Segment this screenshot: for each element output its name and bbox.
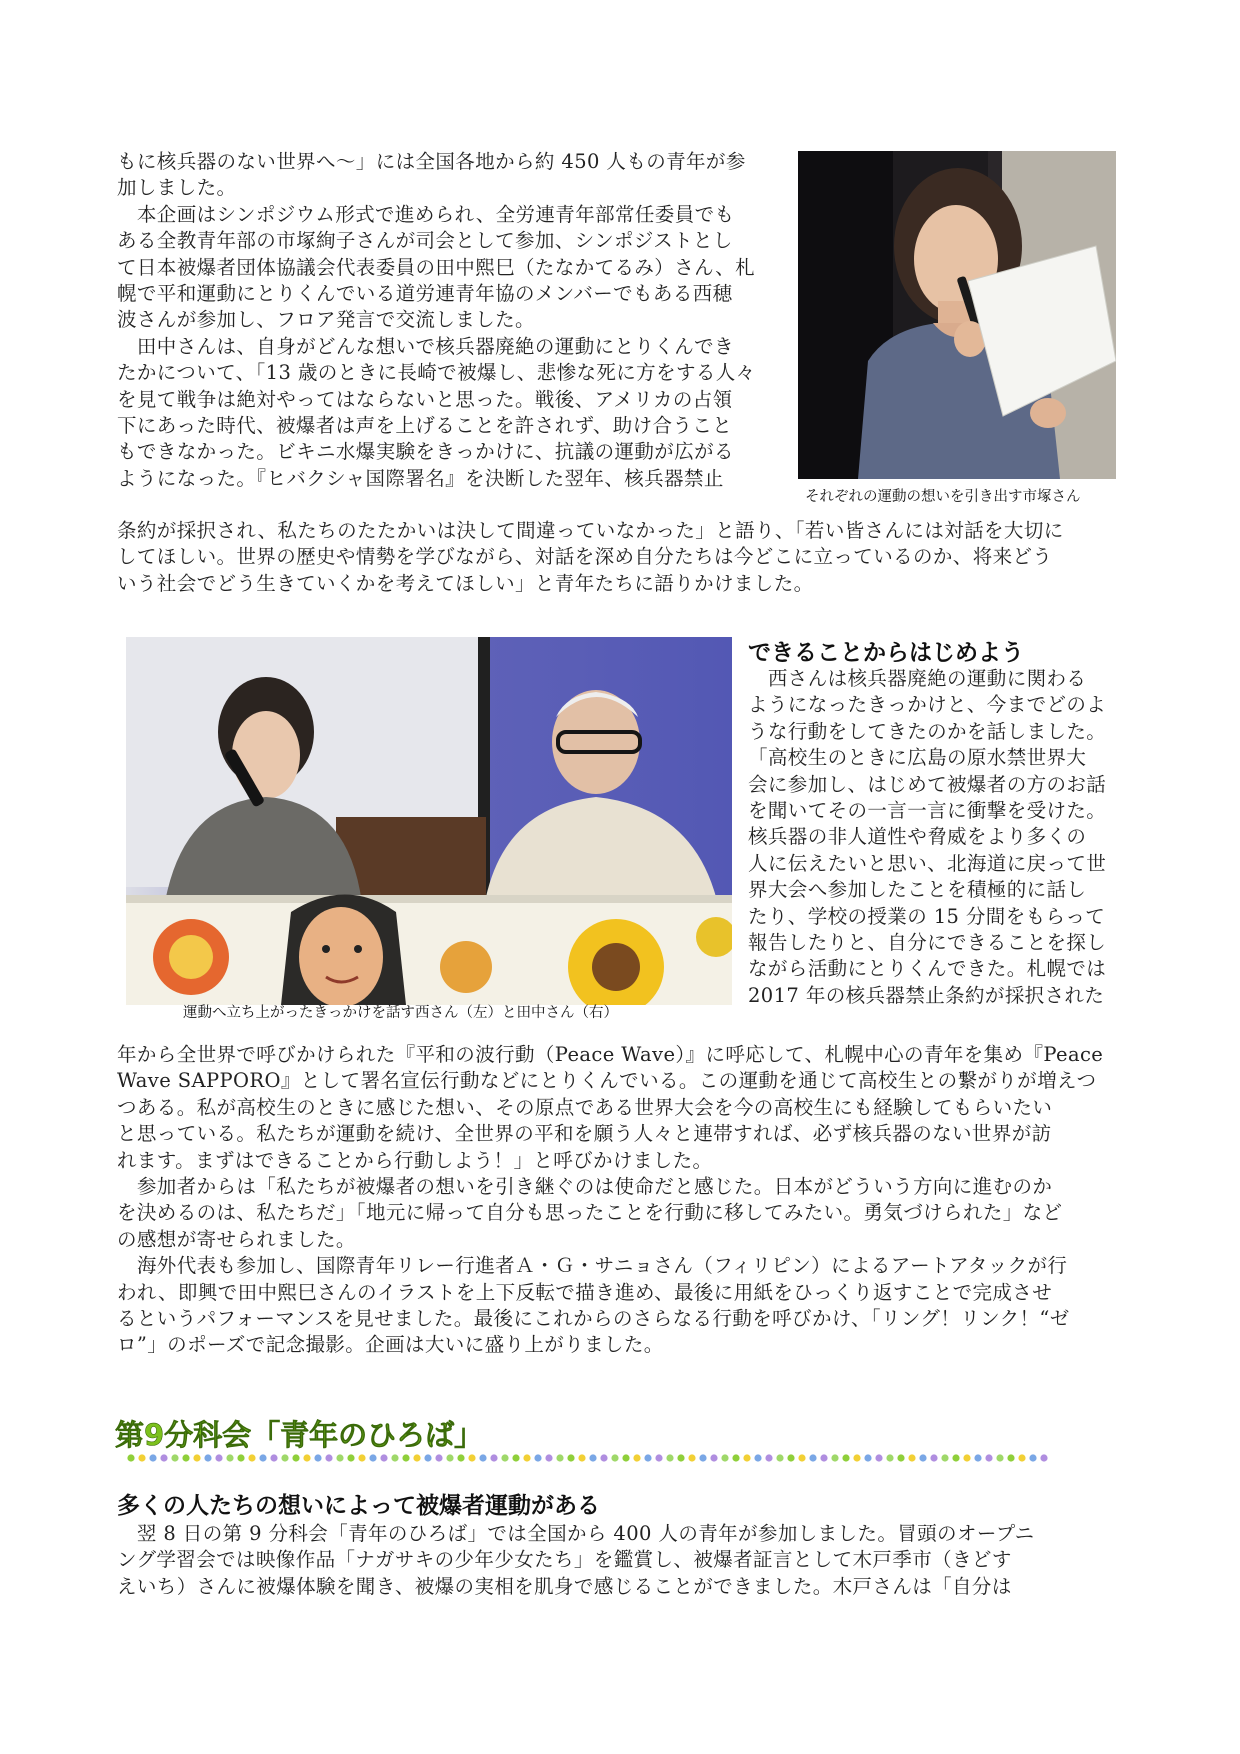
text-line: 「高校生のときに広島の原水禁世界大: [748, 746, 1087, 770]
divider-dot: [732, 1454, 739, 1461]
divider-dot: [160, 1454, 167, 1461]
text-line: 海外代表も参加し、国際青年リレー行進者Ａ・Ｇ・サニョさん（フィリピン）によるアートアタックが行: [117, 1254, 1068, 1278]
divider-dot: [380, 1454, 387, 1461]
divider-dot: [270, 1454, 277, 1461]
text-line: えいち）さんに被爆体験を聞き、被爆の実相を肌身で感じることができました。木戸さんは「自分は: [117, 1574, 1012, 1598]
divider-dot: [875, 1454, 882, 1461]
divider-dot: [457, 1454, 464, 1461]
text-line: いう社会でどう生きていくかを考えてほしい」と青年たちに語りかけました。: [117, 571, 814, 595]
photo-nishi-tanaka: [126, 637, 732, 1005]
text-line: ロ”」のポーズで記念撮影。企画は大いに盛り上がりました。: [117, 1333, 664, 1357]
divider-dot: [600, 1454, 607, 1461]
text-line: うな行動をしてきたのかを話しました。: [748, 719, 1107, 743]
divider-dot: [303, 1454, 310, 1461]
divider-dot: [204, 1454, 211, 1461]
divider-dot: [193, 1454, 200, 1461]
divider-dot: [886, 1454, 893, 1461]
divider-dot: [897, 1454, 904, 1461]
text-line: るというパフォーマンスを見せました。最後にこれからのさらなる行動を呼びかけ、「リング！リンク！“ゼ: [117, 1307, 1070, 1331]
text-line: 下にあった時代、被爆者は声を上げることを許されず、助け合うこと: [117, 414, 733, 438]
divider-dot: [809, 1454, 816, 1461]
divider-dot: [820, 1454, 827, 1461]
divider-dot: [677, 1454, 684, 1461]
text-line: 核兵器の非人道性や脅威をより多くの: [748, 825, 1087, 849]
decorative-dot-divider: [126, 1452, 1056, 1464]
divider-dot: [237, 1454, 244, 1461]
divider-dot: [567, 1454, 574, 1461]
text-line: 2017 年の核兵器禁止条約が採択された: [748, 983, 1105, 1007]
text-line: 界大会へ参加したことを積極的に話し: [748, 878, 1087, 902]
section-nishi-narrow: [748, 666, 1138, 1009]
text-line: と思っている。私たちが運動を続け、全世界の平和を願う人々と連帯すれば、必ず核兵器のない世界が訪: [117, 1122, 1052, 1146]
section9-body: [117, 1521, 1137, 1600]
divider-dot: [754, 1454, 761, 1461]
divider-dot: [369, 1454, 376, 1461]
article-intro-full: [117, 518, 1137, 597]
divider-dot: [644, 1454, 651, 1461]
text-line: ようになった。『ヒバクシャ国際署名』を決断した翌年、核兵器禁止: [117, 466, 724, 490]
divider-dot: [578, 1454, 585, 1461]
divider-dot: [655, 1454, 662, 1461]
divider-dot: [182, 1454, 189, 1461]
divider-dot: [402, 1454, 409, 1461]
divider-dot: [622, 1454, 629, 1461]
section-subheading-hibakusha: 多くの人たちの想いによって被爆者運動がある: [117, 1493, 600, 1519]
divider-dot: [1007, 1454, 1014, 1461]
divider-dot: [765, 1454, 772, 1461]
divider-dot: [127, 1454, 134, 1461]
text-line: を聞いてその一言一言に衝撃を受けた。: [748, 799, 1107, 823]
divider-dot: [413, 1454, 420, 1461]
divider-dot: [259, 1454, 266, 1461]
divider-dot: [666, 1454, 673, 1461]
divider-dot: [358, 1454, 365, 1461]
text-line: を見て戦争は絶対やってはならないと思った。戦後、アメリカの占領: [117, 387, 733, 411]
divider-dot: [611, 1454, 618, 1461]
divider-dot: [787, 1454, 794, 1461]
photo-nishi-tanaka-caption: 運動へ立ち上がったきっかけを話す西さん（左）と田中さん（右）: [183, 1005, 618, 1021]
text-line: 幌で平和運動にとりくんでいる道労連青年協のメンバーでもある西穂: [117, 282, 733, 306]
text-line: ある全教青年部の市塚絢子さんが司会として参加、シンポジストとし: [117, 229, 733, 253]
text-line: 会に参加し、はじめて被爆者の方のお話: [748, 772, 1107, 796]
divider-dot: [347, 1454, 354, 1461]
divider-dot: [699, 1454, 706, 1461]
text-line: 年から全世界で呼びかけられた『平和の波行動（Peace Wave）』に呼応して、札幌中心の青年を集め『Peace: [117, 1043, 1104, 1066]
divider-dot: [633, 1454, 640, 1461]
divider-dot: [908, 1454, 915, 1461]
text-line: の感想が寄せられました。: [117, 1227, 356, 1251]
divider-dot: [853, 1454, 860, 1461]
divider-dot: [490, 1454, 497, 1461]
text-line: 報告したりと、自分にできることを探し: [748, 931, 1107, 955]
text-line: ながら活動にとりくんできた。札幌では: [748, 957, 1107, 981]
section-title-subcommittee-9: 第9分科会「青年のひろば」: [115, 1418, 484, 1452]
text-line: 翌 8 日の第 9 分科会「青年のひろば」では全国から 400 人の青年が参加しました。冒頭のオープニ: [117, 1522, 1035, 1545]
article-intro-narrow: [117, 149, 782, 492]
divider-dot: [292, 1454, 299, 1461]
divider-dot: [171, 1454, 178, 1461]
text-line: 田中さんは、自身がどんな想いで核兵器廃絶の運動にとりくんでき: [117, 334, 734, 358]
photo-nishi-tanaka-image: [126, 637, 732, 1005]
divider-dot: [512, 1454, 519, 1461]
text-line: Wave SAPPORO』として署名宣伝行動などにとりくんでいる。この運動を通じて高校生との繋がりが増えつ: [117, 1069, 1097, 1093]
divider-dot: [138, 1454, 145, 1461]
photo-ichizuka-caption: それぞれの運動の想いを引き出す市塚さん: [805, 489, 1081, 505]
divider-dot: [435, 1454, 442, 1461]
divider-dot: [281, 1454, 288, 1461]
photo-ichizuka: [798, 151, 1116, 479]
divider-dot: [336, 1454, 343, 1461]
section-nishi-full: [117, 1042, 1137, 1359]
text-line: たかについて、「13 歳のときに長崎で被爆し、悲惨な死に方をする人々: [117, 361, 756, 385]
divider-dot: [710, 1454, 717, 1461]
section-heading-nishi: できることからはじめよう: [748, 640, 1024, 666]
divider-dot: [314, 1454, 321, 1461]
divider-dot: [831, 1454, 838, 1461]
divider-dot: [952, 1454, 959, 1461]
divider-dot: [589, 1454, 596, 1461]
divider-dot: [941, 1454, 948, 1461]
divider-dot: [842, 1454, 849, 1461]
divider-dot: [248, 1454, 255, 1461]
text-line: 条約が採択され、私たちのたたかいは決して間違っていなかった」と語り、「若い皆さんには対話を大切に: [117, 519, 1064, 542]
text-line: 波さんが参加し、フロア発言で交流しました。: [117, 308, 535, 332]
divider-dot: [1040, 1454, 1047, 1461]
divider-dot: [798, 1454, 805, 1461]
text-line: ようになったきっかけと、今までどのよ: [748, 693, 1107, 717]
text-line: て日本被爆者団体協議会代表委員の田中熙巳（たなかてるみ）さん、札: [117, 255, 755, 279]
divider-dot: [1029, 1454, 1036, 1461]
divider-dot: [919, 1454, 926, 1461]
divider-dot: [215, 1454, 222, 1461]
divider-dot: [930, 1454, 937, 1461]
divider-dot: [391, 1454, 398, 1461]
text-line: を決めるのは、私たちだ」「地元に帰って自分も思ったことを行動に移してみたい。勇気づけられた」など: [117, 1201, 1063, 1225]
divider-dot: [226, 1454, 233, 1461]
divider-dot: [534, 1454, 541, 1461]
divider-dot: [688, 1454, 695, 1461]
text-line: してほしい。世界の歴史や情勢を学びながら、対話を深め自分たちは今どこに立っているのか、将来どう: [117, 545, 1053, 569]
divider-dot: [864, 1454, 871, 1461]
text-line: 人に伝えたいと思い、北海道に戻って世: [748, 851, 1107, 875]
divider-dot: [776, 1454, 783, 1461]
divider-dot: [963, 1454, 970, 1461]
divider-dot: [556, 1454, 563, 1461]
text-line: もできなかった。ビキニ水爆実験をきっかけに、抗議の運動が広がる: [117, 440, 734, 464]
text-line: われ、即興で田中熙巳さんのイラストを上下反転で描き進め、最後に用紙をひっくり返すことで完成させ: [117, 1280, 1053, 1304]
divider-dot: [721, 1454, 728, 1461]
divider-dot: [743, 1454, 750, 1461]
divider-dot: [985, 1454, 992, 1461]
divider-dot: [996, 1454, 1003, 1461]
divider-dot: [545, 1454, 552, 1461]
divider-dot: [446, 1454, 453, 1461]
text-line: れます。まずはできることから行動しよう！」と呼びかけました。: [117, 1148, 713, 1172]
text-line: つある。私が高校生のときに感じた想い、その原点である世界大会を今の高校生にも経験してもらいたい: [117, 1095, 1053, 1119]
divider-dot: [424, 1454, 431, 1461]
text-line: 参加者からは「私たちが被爆者の想いを引き継ぐのは使命だと感じた。日本がどういう方向に進むのか: [117, 1175, 1053, 1199]
text-line: もに核兵器のない世界へ～」には全国各地から約 450 人もの青年が参: [117, 150, 746, 173]
text-line: 本企画はシンポジウム形式で進められ、全労連青年部常任委員でも: [117, 202, 735, 226]
text-line: ング学習会では映像作品「ナガサキの少年少女たち」を鑑賞し、被爆者証言として木戸季市（きどす: [117, 1548, 1012, 1572]
divider-dot: [149, 1454, 156, 1461]
divider-dot: [468, 1454, 475, 1461]
divider-dot: [501, 1454, 508, 1461]
text-line: 西さんは核兵器廃絶の運動に関わる: [748, 667, 1087, 690]
divider-dot: [523, 1454, 530, 1461]
divider-dot: [1018, 1454, 1025, 1461]
photo-ichizuka-image: [798, 151, 1116, 479]
text-line: たり、学校の授業の 15 分間をもらって: [748, 904, 1106, 928]
divider-dot: [974, 1454, 981, 1461]
divider-dot: [325, 1454, 332, 1461]
text-line: 加しました。: [117, 176, 237, 200]
divider-dot: [479, 1454, 486, 1461]
